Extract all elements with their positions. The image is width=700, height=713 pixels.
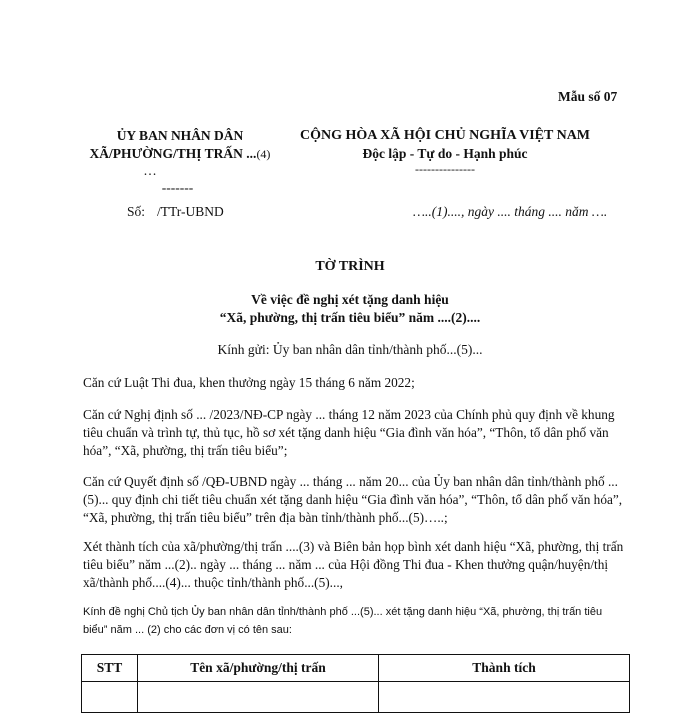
paragraph-legal-basis-1: Căn cứ Luật Thi đua, khen thưởng ngày 15 tháng 6 năm 2022;: [83, 375, 415, 390]
paragraph-consideration: Xét thành tích của xã/phường/thị trấn ....(3) và Biên bản họp bình xét danh hiệu “Xã, phường, thị trấn tiêu biểu” năm ...(2).. ngày ... tháng ... năm ... của Hội đồng Thi đua - Khen thưởng quận/huyện/thị xã/thành phố....(4)... thuộc tỉnh/thành phố...(5)...,: [83, 539, 624, 590]
right-header-line2: Độc lập - Tự do - Hạnh phúc: [362, 146, 528, 161]
doc-number-value: /TTr-UBND: [157, 204, 224, 219]
header-achievement: Thành tích: [379, 655, 630, 682]
subject-line2: “Xã, phường, thị trấn tiêu biểu” năm ....(2)....: [219, 310, 481, 325]
right-header-line1: CỘNG HÒA XÃ HỘI CHỦ NGHĨA VIỆT NAM: [300, 128, 591, 143]
table-row: [82, 682, 630, 713]
recipient: Kính gửi: Ủy ban nhân dân tỉnh/thành phố...(5)...: [217, 342, 483, 357]
left-header-separator: -------: [161, 180, 194, 195]
paragraph-legal-basis-3: Căn cứ Quyết định số /QĐ-UBND ngày ... tháng ... năm 20... của Ủy ban nhân dân tỉnh/thành phố ...(5)... quy định chi tiết tiêu chuẩn xét tặng danh hiệu “Gia đình văn hóa”, “Thôn, tổ dân phố văn hóa”, “Xã, phường, thị trấn tiêu biểu” trên địa bàn tỉnh/thành phố...(5)…..;: [83, 474, 623, 525]
paragraph-legal-basis-2: Căn cứ Nghị định số ... /2023/NĐ-CP ngày ... tháng 12 năm 2023 của Chính phủ quy định về khung tiêu chuẩn và trình tự, thủ tục, hồ sơ xét tặng danh hiệu “Gia đình văn hóa”, “Thôn, tổ dân phố văn hóa”, “Xã, phường, thị trấn tiêu biểu”;: [83, 407, 615, 458]
left-header-line3: …: [143, 163, 157, 178]
date-line: …..(1)...., ngày .... tháng .... năm ….: [413, 204, 608, 219]
header-unit-name: Tên xã/phường/thị trấn: [138, 655, 379, 682]
doc-number-label: Số:: [127, 204, 146, 219]
header-stt: STT: [82, 655, 138, 682]
left-header-line2-text: XÃ/PHƯỜNG/THỊ TRẤN ...: [89, 146, 257, 161]
units-table: [81, 654, 630, 713]
table-cell: [379, 682, 630, 713]
form-number: Mẫu số 07: [558, 89, 618, 104]
table-cell: [82, 682, 138, 713]
right-header-separator: ---------------: [415, 162, 475, 176]
subject-line1: Về việc đề nghị xét tặng danh hiệu: [251, 292, 449, 307]
left-header-line1: ỦY BAN NHÂN DÂN: [116, 128, 244, 143]
table-cell: [138, 682, 379, 713]
request-paragraph: Kính đề nghị Chủ tịch Ủy ban nhân dân tỉnh/thành phố ...(5)... xét tặng danh hiệu “Xã, phường, thị trấn tiêu biểu” năm ... (2) cho các đơn vị có tên sau:: [83, 606, 603, 636]
left-header-line2: [70, 146, 290, 162]
document-title: TỜ TRÌNH: [315, 259, 385, 274]
doc-number: [127, 204, 224, 220]
table-header-row: [82, 655, 630, 682]
left-header-note: (4): [256, 147, 271, 161]
